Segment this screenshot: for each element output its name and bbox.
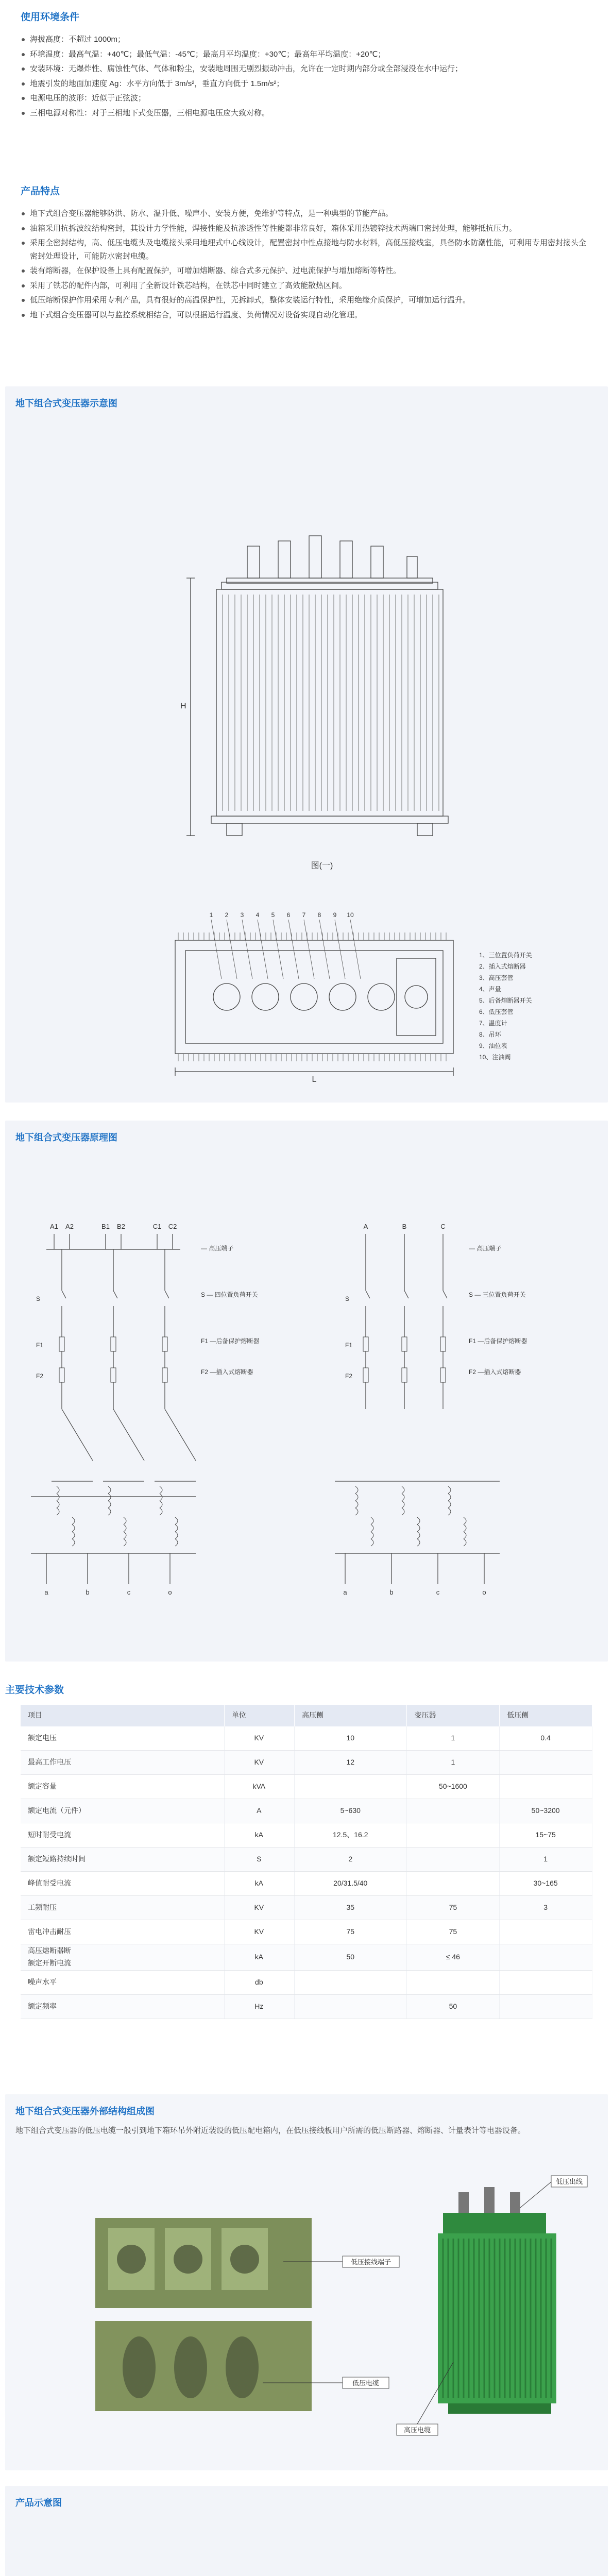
spec-row [21,1944,592,1971]
drawing-line [165,1291,169,1298]
winding-coil [124,1532,126,1539]
secondary-terminal: b [389,1588,394,1596]
winding-coil [160,1508,162,1515]
spec-cell: 15~75 [500,1823,592,1848]
condition-item: 环境温度：最高气温：+40℃；最低气温：-45℃；最高月平均温度：+30℃；最高年平均温度：+20℃； [21,48,592,61]
secondary-terminal: c [127,1588,131,1596]
feature-item: 低压熔断保护作用采用专利产品，具有很好的高温保护性，无拆卸式，整体安装运行特性，采用绝缘介质保护，可增加运行温升。 [21,294,592,307]
terminal-label: A2 [65,1223,74,1230]
structure-drawing [5,386,608,1103]
winding-coil [124,1517,126,1524]
spec-cell: 雷电冲击耐压 [21,1920,224,1944]
spec-cell: db [224,1970,294,1994]
winding-coil [417,1517,420,1524]
fuse-symbol [440,1368,446,1382]
spec-row [21,1970,592,1994]
spec-cell: 短时耐受电流 [21,1823,224,1848]
spec-cell: 12.5、16.2 [295,1823,407,1848]
winding-coil [57,1494,59,1501]
drawing-line [288,920,299,979]
drawing-line [350,920,361,979]
principle-mark: F2 [345,1372,353,1380]
spec-cell: ≤ 46 [407,1944,500,1971]
part-number: 4 [256,911,260,919]
spec-cell: 最高工作电压 [21,1751,224,1775]
spec-cell: S [224,1848,294,1872]
part-number: 1 [209,911,213,919]
winding-coil [402,1508,404,1515]
principle-label: F1 —后备保护熔断器 [469,1337,527,1345]
spec-header: 单位 [224,1705,294,1726]
drawing-line [227,920,237,979]
feature-item: 地下式组合变压器能够防洪、防水、温升低、噪声小、安装方便，免维护等特点，是一种典型的节能产品。 [21,207,592,221]
spec-cell [407,1799,500,1823]
spec-section [0,1662,613,2094]
winding-coil [402,1486,404,1494]
spec-row [21,1751,592,1775]
legend-item: 3、高压套管 [479,974,514,981]
figure-principle [5,1121,608,1662]
spec-cell: 50~1600 [407,1775,500,1799]
features-list [21,207,592,321]
drawing-line [165,1409,196,1461]
winding-coil [448,1486,451,1494]
winding-coil [464,1539,466,1546]
spec-cell [500,1944,592,1971]
winding-coil [464,1532,466,1539]
spec-cell [500,1970,592,1994]
spec-title: 主要技术参数 [5,1685,64,1696]
spec-cell: 10 [295,1726,407,1751]
spec-cell: 75 [407,1920,500,1944]
winding-coil [72,1517,75,1524]
spec-cell: 额定短路持续时间 [21,1848,224,1872]
principle-label: F2 —插入式熔断器 [469,1368,521,1376]
secondary-terminal: b [86,1588,90,1596]
spec-cell [407,1970,500,1994]
winding-coil [108,1508,111,1515]
feature-item: 地下式组合变压器可以与监控系统相结合，可以根据运行温度、负荷情况对设备实现自动化管理。 [21,309,592,322]
part-number: 5 [271,911,275,919]
conditions-title: 使用环境条件 [21,12,80,23]
winding-coil [464,1517,466,1524]
part-number: 6 [286,911,291,919]
drawing-line [335,920,345,979]
part-number: 10 [347,911,354,919]
install-drawing [5,2486,608,2576]
conditions-section [0,0,613,170]
part-number: 2 [225,911,229,919]
label-cable: 低压电缆 [352,2379,380,2387]
spec-cell: 75 [407,1896,500,1920]
fuse-symbol [363,1368,368,1382]
condition-item: 安装环境：无爆炸性、腐蚀性气体、气体和粉尘，安装地周围无剧烈振动冲击，允许在一定时期内部分或全部浸没在水中运行； [21,62,592,76]
drawing-line [211,920,222,979]
winding-coil [175,1517,178,1524]
terminal-label: B [402,1223,407,1230]
part-number: 9 [333,911,337,919]
figure-external [5,2094,608,2470]
winding-coil [57,1508,59,1515]
principle-label: F2 —插入式熔断器 [201,1368,253,1376]
spec-cell [500,1775,592,1799]
winding-coil [371,1517,373,1524]
spec-cell: KV [224,1751,294,1775]
spec-header: 高压侧 [295,1705,407,1726]
fuse-symbol [59,1368,64,1382]
spec-cell: KV [224,1726,294,1751]
principle-label: S — 四位置负荷开关 [201,1291,258,1298]
part-number: 8 [317,911,321,919]
spec-cell: 5~630 [295,1799,407,1823]
principle-mark: S [345,1295,350,1302]
spec-cell: 额定频率 [21,1994,224,2019]
drawing-line [242,920,252,979]
spec-cell [500,1994,592,2019]
spec-cell: A [224,1799,294,1823]
fuse-symbol [162,1368,167,1382]
winding-coil [371,1539,373,1546]
drawing-line [273,920,283,979]
spec-cell: 3 [500,1896,592,1920]
principle-mark: F1 [345,1342,353,1349]
winding-coil [355,1508,358,1515]
spec-row [21,1896,592,1920]
features-section [0,170,613,386]
principle-label: — 高压端子 [201,1245,234,1252]
spec-cell: 峰值耐受电流 [21,1872,224,1896]
condition-item: 海拔高度：不超过 1000m； [21,33,592,46]
secondary-terminal: o [168,1588,172,1596]
condition-item: 电源电压的波形：近似于正弦波； [21,92,592,105]
external-drawing [5,2094,608,2470]
legend-item: 1、三位置负荷开关 [479,952,532,959]
drawing-line [443,1291,447,1298]
winding-coil [72,1524,75,1532]
spec-cell [500,1751,592,1775]
drawing-line [258,920,268,979]
spec-cell: 1 [407,1726,500,1751]
spec-cell: kA [224,1944,294,1971]
fuse-symbol [111,1368,116,1382]
spec-cell: 50 [295,1944,407,1971]
winding-coil [371,1524,373,1532]
winding-coil [57,1501,59,1508]
spec-row [21,1726,592,1751]
winding-coil [355,1486,358,1494]
spec-cell: kVA [224,1775,294,1799]
spec-cell: 12 [295,1751,407,1775]
winding-coil [108,1501,111,1508]
terminal-label: A [363,1223,368,1230]
spec-cell [295,1970,407,1994]
winding-coil [160,1494,162,1501]
winding-coil [417,1532,420,1539]
winding-coil [72,1532,75,1539]
figure-structure-title: 地下组合式变压器示意图 [15,398,117,409]
drawing-line [113,1291,117,1298]
features-title: 产品特点 [21,186,60,197]
principle-label: F1 —后备保护熔断器 [201,1337,260,1345]
feature-item: 装有熔断器，在保护设备上具有配置保护，可增加熔断器、综合式多元保护、过电流保护与增加熔断等特性。 [21,264,592,278]
spec-cell: 2 [295,1848,407,1872]
winding-coil [72,1539,75,1546]
drawing-line [113,1409,144,1461]
fuse-symbol [162,1337,167,1351]
winding-coil [124,1524,126,1532]
spec-cell: kA [224,1823,294,1848]
principle-mark: F2 [36,1372,44,1380]
figure-install-title: 产品示意图 [15,2498,62,2508]
spec-cell: 额定电流（元件） [21,1799,224,1823]
part-number: 7 [302,911,306,919]
principle-label: — 高压端子 [469,1245,502,1252]
legend-item: 7、温度计 [479,1020,507,1027]
spec-cell: 20/31.5/40 [295,1872,407,1896]
drawing-line [62,1291,66,1298]
winding-coil [175,1539,178,1546]
secondary-terminal: a [343,1588,347,1596]
drawing-line [62,1409,93,1461]
winding-coil [175,1524,178,1532]
figure-principle-title: 地下组合式变压器原理图 [15,1132,117,1143]
condition-item: 地震引发的地面加速度 Ag：水平方向低于 3m/s²，垂直方向低于 1.5m/s²； [21,77,592,91]
feature-item: 油箱采用抗拆波纹结构密封，其设计力学性能，焊接性能及抗渗透性等性能都非常良好，箱体采用热镀锌技术两端口密封处理，能够抵抗压力。 [21,222,592,235]
fuse-symbol [59,1337,64,1351]
fuse-symbol [111,1337,116,1351]
spec-cell: 50 [407,1994,500,2019]
principle-mark: S [36,1295,41,1302]
spec-cell: 噪声水平 [21,1970,224,1994]
label-hv-cable: 高压电缆 [403,2426,431,2434]
spec-row [21,1994,592,2019]
winding-coil [464,1524,466,1532]
legend-item: 2、插入式熔断器 [479,963,526,970]
terminal-label: C [440,1223,446,1230]
spec-row [21,1848,592,1872]
terminal-label: B1 [101,1223,110,1230]
spec-row [21,1775,592,1799]
winding-coil [108,1494,111,1501]
figure-structure [5,386,608,1103]
terminal-label: B2 [117,1223,125,1230]
spec-cell: KV [224,1896,294,1920]
winding-coil [448,1501,451,1508]
figure-caption: 图(一) [311,861,333,870]
spec-row [21,1920,592,1944]
winding-coil [124,1539,126,1546]
legend-item: 8、吊环 [479,1031,501,1038]
spec-cell: 1 [407,1751,500,1775]
part-number: 3 [240,911,244,919]
figure-install [5,2486,608,2576]
drawing-line [366,1291,370,1298]
winding-coil [402,1494,404,1501]
secondary-terminal: a [44,1588,48,1596]
figure-external-desc: 地下组合式变压器的低压电缆一般引到地下箱环吊外附近装设的低压配电箱内，在低压接线板用户所需的低压断路器、熔断器、计量表计等电器设备。 [15,2126,526,2135]
spec-cell: 高压熔断器断 额定开断电流 [21,1944,224,1971]
label-h: H [180,702,186,710]
spec-cell [407,1872,500,1896]
spec-cell: 35 [295,1896,407,1920]
spec-cell: KV [224,1920,294,1944]
winding-coil [417,1524,420,1532]
spec-cell: 30~165 [500,1872,592,1896]
label-out: 低压出线 [555,2178,583,2185]
winding-coil [57,1486,59,1494]
principle-mark: F1 [36,1342,44,1349]
terminal-label: A1 [50,1223,58,1230]
spec-cell [500,1920,592,1944]
fuse-symbol [402,1368,407,1382]
winding-coil [175,1532,178,1539]
secondary-terminal: c [436,1588,440,1596]
spec-cell: 额定电压 [21,1726,224,1751]
spec-cell: 50~3200 [500,1799,592,1823]
spec-cell: 工频耐压 [21,1896,224,1920]
winding-coil [448,1508,451,1515]
legend-item: 6、低压套管 [479,1008,514,1015]
legend-item: 10、注油阀 [479,1054,511,1061]
condition-item: 三相电源对称性：对于三相地下式变压器，三相电源电压应大致对称。 [21,107,592,120]
terminal-label: C2 [168,1223,177,1230]
spec-cell: kA [224,1872,294,1896]
drawing-line [304,920,314,979]
spec-header: 低压侧 [500,1705,592,1726]
principle-label: S — 三位置负荷开关 [469,1291,526,1298]
winding-coil [417,1539,420,1546]
winding-coil [355,1494,358,1501]
spec-table [21,1705,592,2019]
spec-header: 项目 [21,1705,224,1726]
winding-coil [448,1494,451,1501]
figure-external-title: 地下组合式变压器外部结构组成图 [15,2106,155,2116]
conditions-list [21,33,592,120]
fuse-symbol [440,1337,446,1351]
label-terminal: 低压接线端子 [350,2258,391,2266]
winding-coil [160,1501,162,1508]
spec-cell: 1 [500,1848,592,1872]
legend-item: 5、后备熔断器开关 [479,997,532,1004]
terminal-label: C1 [152,1223,162,1230]
label-l: L [312,1075,317,1084]
winding-coil [355,1501,358,1508]
drawing-line [404,1291,408,1298]
fuse-symbol [402,1337,407,1351]
drawing-line [319,920,330,979]
spec-cell [295,1994,407,2019]
secondary-terminal: o [482,1588,486,1596]
spec-cell [407,1823,500,1848]
spec-row [21,1823,592,1848]
legend-item: 4、声量 [479,986,501,993]
legend-item: 9、油位表 [479,1042,507,1049]
spec-cell: 75 [295,1920,407,1944]
fuse-symbol [363,1337,368,1351]
winding-coil [402,1501,404,1508]
winding-coil [371,1532,373,1539]
spec-cell [295,1775,407,1799]
spec-row [21,1872,592,1896]
feature-item: 采用了铁芯的配件内部，可利用了全新设计铁芯结构，在铁芯中同时建立了高效能散热区间。 [21,279,592,293]
spec-cell: Hz [224,1994,294,2019]
winding-coil [160,1486,162,1494]
spec-cell: 额定容量 [21,1775,224,1799]
spec-row [21,1799,592,1823]
spec-cell [407,1848,500,1872]
spec-header: 变压器 [407,1705,500,1726]
spec-cell: 0.4 [500,1726,592,1751]
principle-drawing [5,1121,608,1662]
feature-item: 采用全密封结构，高、低压电缆头及电缆接头采用地埋式中心线设计，配置密封中性点接地与防水材料，高低压接线室，具备防水防潮性能，可利用专用密封接头全密封处理设计，可能防水密封电缆。 [21,236,592,263]
winding-coil [108,1486,111,1494]
